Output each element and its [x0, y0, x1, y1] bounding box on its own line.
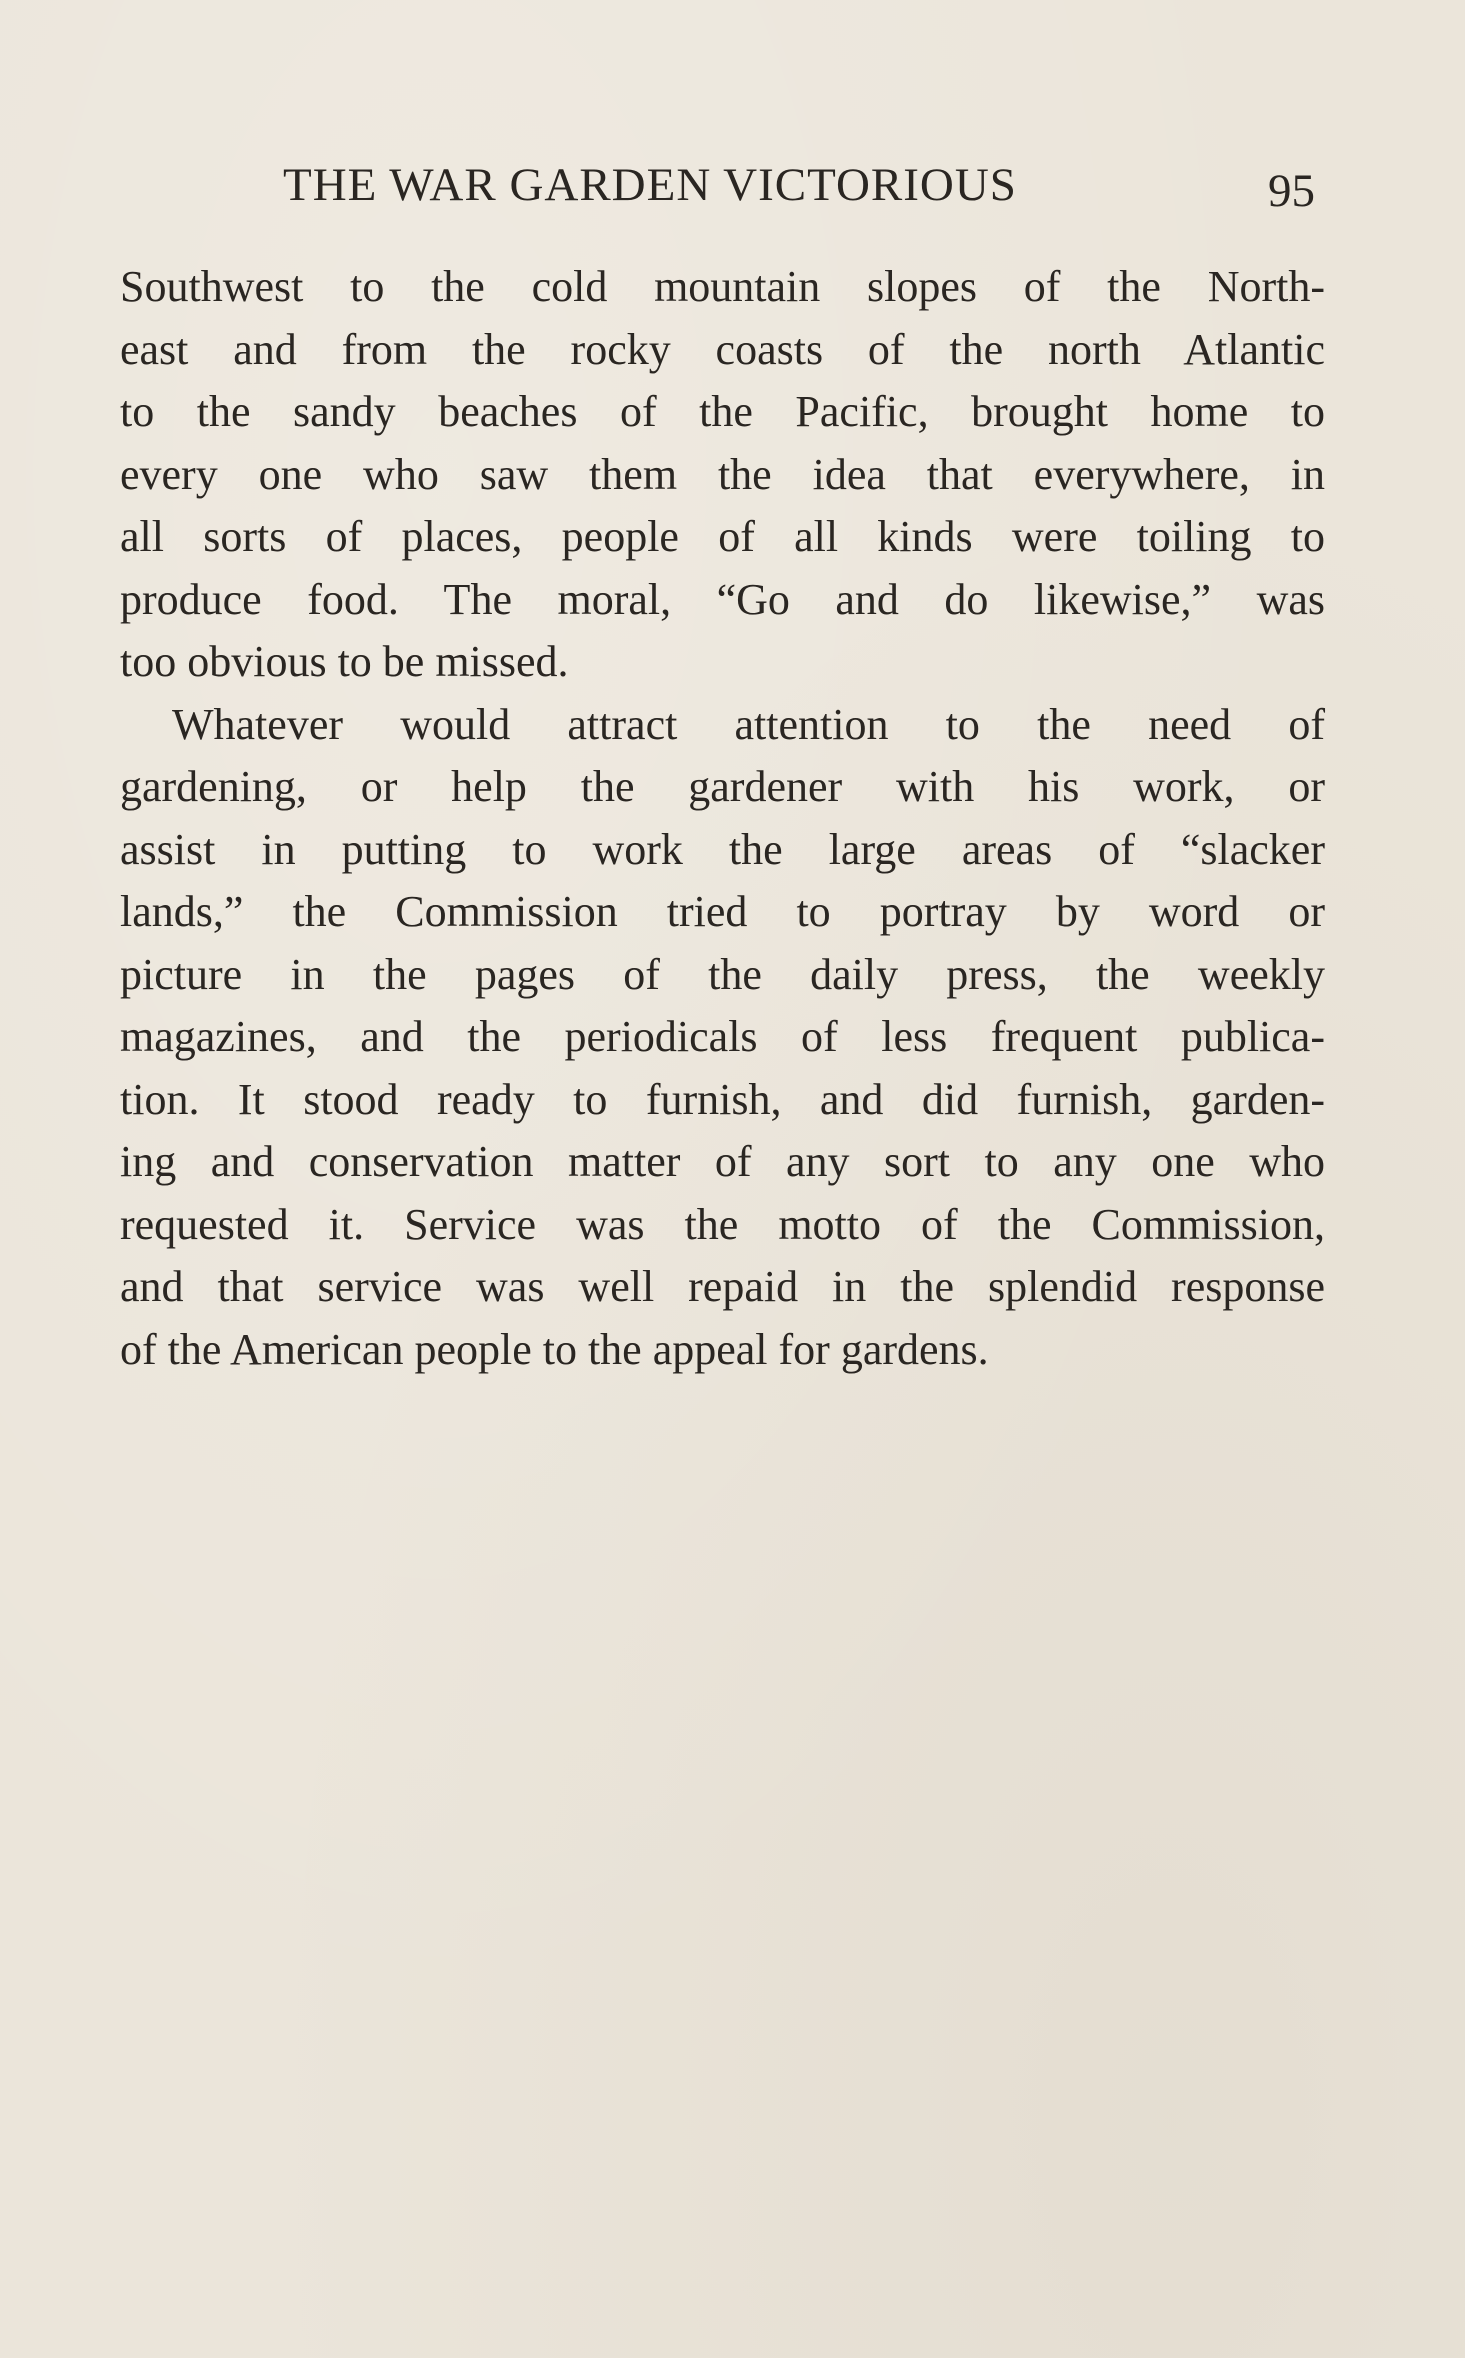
text-line: requested it. Service was the motto of the Commission, — [120, 1199, 1325, 1249]
text-line: and that service was well repaid in the splendid response — [120, 1262, 1325, 1311]
body-text — [120, 256, 1325, 1381]
page-number: 95 — [1268, 165, 1315, 217]
text-line: picture in the pages of the daily press, the weekly — [120, 949, 1325, 999]
text-line: of the American people to the appeal for gardens. — [120, 1324, 989, 1374]
text-line: gardening, or help the gardener with his work, or — [120, 762, 1325, 811]
text-line: all sorts of places, people of all kinds were toiling to — [120, 512, 1325, 561]
paragraph-2 — [120, 694, 1325, 1382]
text-line: magazines, and the periodicals of less frequent publica- — [120, 1012, 1325, 1061]
text-line: ing and conservation matter of any sort to any one who — [120, 1137, 1325, 1186]
text-line: tion. It stood ready to furnish, and did furnish, garden- — [120, 1074, 1325, 1124]
paragraph-1 — [120, 256, 1325, 694]
text-line: to the sandy beaches of the Pacific, brought home to — [120, 387, 1325, 436]
running-title: THE WAR GARDEN VICTORIOUS — [283, 159, 1017, 211]
text-line: too obvious to be missed. — [120, 637, 569, 686]
text-line: lands,” the Commission tried to portray by word or — [120, 887, 1325, 936]
text-line: Southwest to the cold mountain slopes of the North- — [120, 262, 1325, 311]
text-line: assist in putting to work the large areas of “slacker — [120, 824, 1325, 874]
text-line: every one who saw them the idea that everywhere, in — [120, 449, 1325, 499]
text-line: east and from the rocky coasts of the north Atlantic — [120, 324, 1325, 374]
running-head — [0, 158, 1465, 218]
text-line: produce food. The moral, “Go and do likewise,” was — [120, 574, 1325, 624]
text-line: Whatever would attract attention to the need of — [172, 699, 1325, 749]
